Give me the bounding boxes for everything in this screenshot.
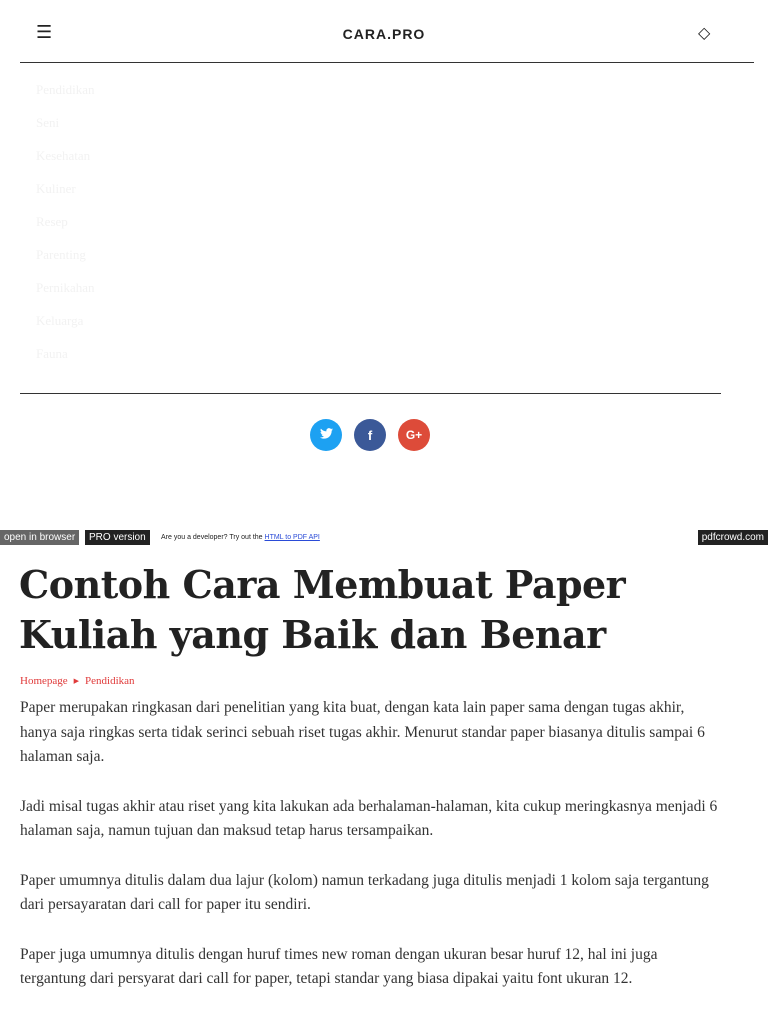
nav-item-seni[interactable]: Seni xyxy=(36,115,60,130)
developer-promo-text: Are you a developer? Try out the xyxy=(161,534,263,541)
category-nav xyxy=(36,80,95,377)
google-plus-share-button[interactable] xyxy=(398,419,430,451)
article-paragraph: Jadi misal tugas akhir atau riset yang kita lakukan ada berhalaman-halaman, kita cukup meringkasnya menjadi 6 halaman saja, namun tujuan dan maksud tetap harus tersampaikan. xyxy=(20,797,718,839)
site-logo[interactable]: CARA.PRO xyxy=(342,26,426,42)
html-to-pdf-api-link[interactable]: HTML to PDF API xyxy=(264,534,320,541)
pdfcrowd-bar xyxy=(0,530,768,545)
nav-item-parenting[interactable]: Parenting xyxy=(36,247,86,262)
header-divider xyxy=(20,62,754,63)
facebook-icon: f xyxy=(367,427,373,443)
pdfcrowd-brand-link[interactable]: pdfcrowd.com xyxy=(698,530,768,545)
diamond-icon[interactable]: ◇ xyxy=(698,23,711,42)
nav-divider xyxy=(20,393,721,394)
nav-item-resep[interactable]: Resep xyxy=(36,214,68,229)
pro-version-button[interactable]: PRO version xyxy=(85,530,150,545)
nav-item-keluarga[interactable]: Keluarga xyxy=(36,313,84,328)
nav-item-kuliner[interactable]: Kuliner xyxy=(36,181,76,196)
breadcrumb-separator-icon: ▶ xyxy=(73,677,80,685)
article-title: Contoh Cara Membuat Paper Kuliah yang Baik dan Benar xyxy=(19,562,626,657)
nav-item-pernikahan[interactable]: Pernikahan xyxy=(36,280,95,295)
article-paragraph: Paper umumnya ditulis dalam dua lajur (kolom) namun terkadang juga ditulis menjadi 1 kolom saja tergantung dari persayaratan dari call for paper itu sendiri. xyxy=(20,871,709,913)
article-body xyxy=(20,696,720,1017)
open-in-browser-button[interactable]: open in browser xyxy=(0,530,79,545)
google-plus-icon: G+ xyxy=(405,428,423,442)
developer-promo xyxy=(161,532,320,544)
nav-item-fauna[interactable]: Fauna xyxy=(36,346,68,361)
twitter-icon xyxy=(320,428,333,442)
twitter-share-button[interactable] xyxy=(310,419,342,451)
facebook-share-button[interactable] xyxy=(354,419,386,451)
article-paragraph: Paper merupakan ringkasan dari penelitian yang kita buat, dengan kata lain paper sama dengan tugas akhir, hanya saja ringkas serta tidak serinci sebuah riset tugas akhir. Menurut standar paper biasanya ditulis sampai 6 halaman saja. xyxy=(20,699,705,765)
breadcrumb-category-link[interactable]: Pendidikan xyxy=(85,675,135,687)
article-paragraph: Paper juga umumnya ditulis dengan huruf times new roman dengan ukuran besar huruf 12, hal ini juga tergantung dari persyarat dari call for paper, tetapi standar yang biasa dipakai yaitu font ukuran 12. xyxy=(20,945,658,987)
breadcrumb-home-link[interactable]: Homepage xyxy=(20,675,68,687)
breadcrumb xyxy=(20,675,135,687)
site-header xyxy=(0,0,768,62)
hamburger-menu-icon[interactable]: ☰ xyxy=(36,22,53,43)
nav-item-kesehatan[interactable]: Kesehatan xyxy=(36,148,91,163)
nav-item-pendidikan[interactable]: Pendidikan xyxy=(36,82,95,97)
social-share-bar xyxy=(310,419,430,451)
